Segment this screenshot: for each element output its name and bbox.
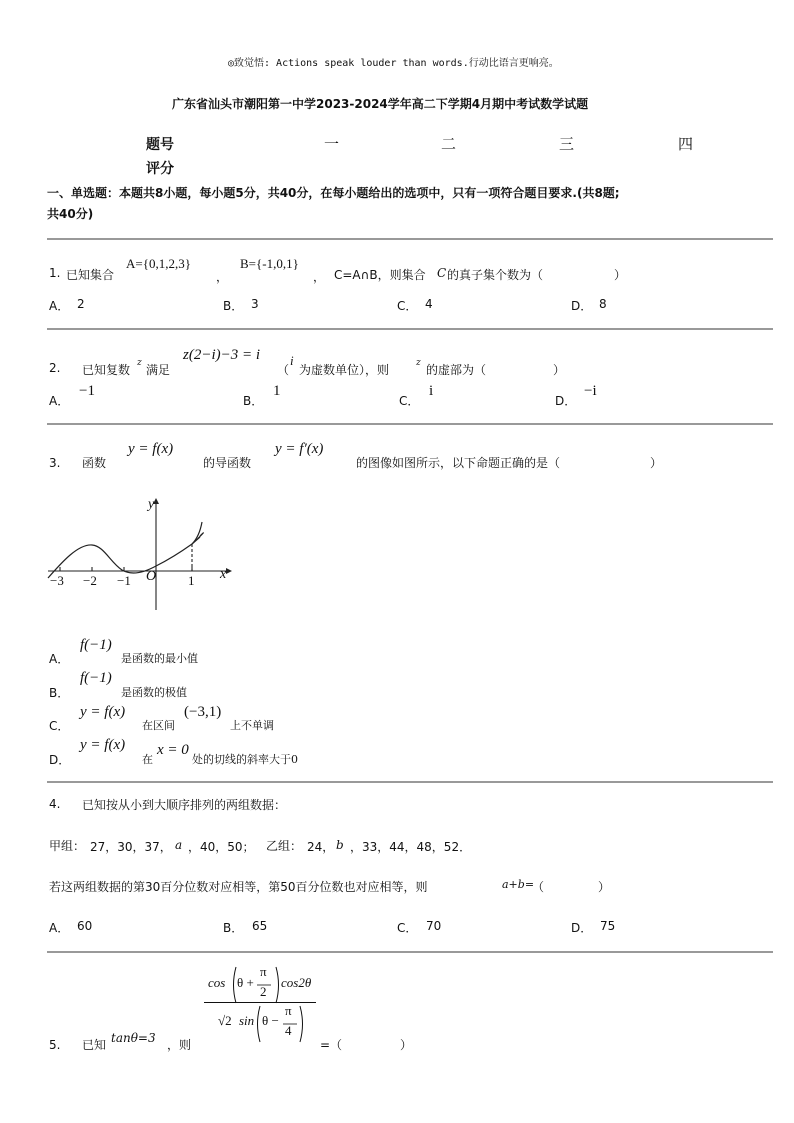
q4-data-jia-values: 27，30，37， (90, 840, 172, 854)
q4-option-c: 70 (426, 919, 442, 933)
q3-option-d-point: x = 0 (157, 742, 189, 758)
q3-text: 的图像如图所示，以下命题正确的是（ (356, 456, 561, 470)
q3-option-a-math: f(−1) (80, 637, 112, 653)
q3-option-b-label: B． (49, 686, 70, 700)
divider (47, 238, 773, 240)
q1-set-a: A={0,1,2,3} (126, 256, 191, 271)
q2-option-a: −1 (79, 383, 95, 399)
q4-paren-open: （ (532, 880, 545, 894)
graph-origin-label: O (146, 569, 157, 584)
score-table-row2-label: 评分 (146, 161, 174, 177)
q3-option-d-text: 处的切线的斜率大于0 (192, 753, 298, 766)
x-axis-arrow-icon (226, 568, 232, 574)
q1-comma: ， (216, 270, 229, 284)
q2-option-a-label: A． (49, 394, 70, 408)
q2-text: 已知复数 (82, 363, 131, 377)
q2-option-b: 1 (273, 383, 281, 399)
q1-text: 的真子集个数为（ (447, 268, 544, 282)
q2-text: 的虚部为（ (426, 363, 487, 377)
q5-text: 已知 (82, 1038, 107, 1052)
q4-text: 已知按从小到大顺序排列的两组数据： (82, 798, 287, 812)
q3-func-fprime: y = f′(x) (275, 441, 324, 457)
q1-option-c-label: C． (397, 299, 418, 313)
graph-tick-label: 1 (188, 573, 195, 588)
q4-data-jia-rest: ，40，50； (188, 840, 255, 854)
q1-option-d-label: D． (571, 299, 593, 313)
q2-equation: z(2−i)−3 = i (183, 347, 261, 363)
q3-option-d-text: 在 (142, 753, 153, 766)
score-col-2: 二 (441, 135, 457, 153)
q1-comma: ， (313, 270, 326, 284)
graph-tick-label: −2 (83, 573, 97, 588)
q5-fraction (204, 962, 316, 1044)
q5-paren-close: ） (400, 1038, 413, 1052)
derivative-graph (40, 492, 240, 617)
q4-option-a: 60 (77, 919, 93, 933)
q2-number: 2. (49, 361, 61, 375)
q4-var-a: a (175, 838, 183, 852)
q3-option-d-math: y = f(x) (80, 737, 126, 753)
q4-option-d-label: D． (571, 921, 593, 935)
q3-text: 函数 (82, 456, 107, 470)
score-col-3: 三 (559, 135, 575, 153)
q1-option-b-label: B． (223, 299, 244, 313)
q3-option-c-interval: (−3,1) (184, 704, 222, 720)
q5-num-pi: π (260, 964, 267, 979)
q5-den-sin: sin (239, 1013, 255, 1028)
divider (47, 951, 773, 953)
q2-option-c-label: C． (399, 394, 420, 408)
score-table-row1-label: 题号 (146, 137, 174, 153)
q3-option-a-text: 是函数的最小值 (121, 652, 198, 665)
q3-option-c-text: 上不单调 (230, 719, 274, 732)
q3-option-c-math: y = f(x) (80, 704, 126, 720)
q4-var-b: b (336, 838, 344, 852)
q5-den-sqrt: √2 (218, 1013, 232, 1028)
q2-z: z (416, 358, 421, 368)
divider (47, 423, 773, 425)
q5-num-cos2: cos2θ (281, 975, 312, 990)
q4-data-jia-label: 甲组： (49, 839, 86, 853)
header-quote: ◎致觉悟: Actions speak louder than words.行动比语言更响亮。 (228, 58, 559, 69)
q5-num-theta: θ + (237, 975, 254, 990)
q3-option-c-label: C． (49, 719, 70, 733)
divider (47, 781, 773, 783)
q2-option-c: i (429, 383, 434, 399)
q2-option-b-label: B． (243, 394, 264, 408)
q5-num-cos: cos (208, 975, 226, 990)
q4-option-c-label: C． (397, 921, 418, 935)
graph-tick-label: −3 (50, 573, 64, 588)
q3-number: 3. (49, 456, 61, 470)
q4-data-yi-rest: ，33，44，48，52． (350, 840, 472, 854)
section1-header-line1: 一、单选题：本题共8小题，每小题5分，共40分，在每小题给出的选项中，只有一项符合题目要求.(共8题; (47, 186, 620, 200)
q2-paren-close: ） (553, 363, 566, 377)
q5-text: ，则 (167, 1038, 192, 1052)
q5-den-four: 4 (285, 1023, 292, 1038)
q2-text: 满足 (146, 363, 171, 377)
q4-paren-close: ） (598, 880, 611, 894)
q4-text: 若这两组数据的第30百分位数对应相等，第50百分位数也对应相等，则 (49, 880, 428, 894)
q1-option-a: 2 (77, 297, 85, 311)
q4-data-yi-values: 24， (307, 840, 335, 854)
q3-option-d-label: D． (49, 753, 71, 767)
q5-number: 5. (49, 1038, 61, 1052)
q3-option-b-math: f(−1) (80, 670, 112, 686)
q5-fraction-bar (204, 1002, 316, 1003)
graph-x-label: x (220, 567, 227, 582)
q2-option-d-label: D． (555, 394, 577, 408)
graph-tick-label: −1 (117, 573, 131, 588)
q5-num-two: 2 (260, 984, 267, 999)
q3-paren-close: ） (650, 456, 663, 470)
q5-den-pi: π (285, 1003, 292, 1018)
q2-i: i (290, 353, 294, 368)
graph-y-label: y (148, 497, 155, 512)
q4-option-b: 65 (252, 919, 268, 933)
q4-option-d: 75 (600, 919, 616, 933)
q4-expression-ab: a+b= (502, 878, 535, 891)
q1-paren-close: ） (614, 268, 627, 282)
q3-func-f: y = f(x) (128, 441, 174, 457)
q1-set-b: B={-1,0,1} (240, 256, 299, 271)
divider (47, 328, 773, 330)
q5-den-theta: θ − (262, 1013, 279, 1028)
q4-option-b-label: B． (223, 921, 244, 935)
q2-text: 为虚数单位），则 (299, 363, 390, 377)
q1-text: C=A∩B，则集合 (334, 268, 426, 282)
q1-var-c: C (437, 266, 447, 280)
score-col-4: 四 (678, 135, 694, 153)
q1-option-d: 8 (599, 297, 607, 311)
q5-condition: tanθ=3 (111, 1031, 156, 1045)
q2-option-d: −i (584, 383, 597, 399)
q1-option-b: 3 (251, 297, 259, 311)
q2-z: z (137, 358, 142, 368)
q1-number: 1. (49, 266, 61, 280)
q3-option-b-text: 是函数的极值 (121, 686, 187, 699)
score-col-1: 一 (324, 135, 340, 153)
q3-option-a-label: A． (49, 652, 70, 666)
q4-data-yi-label: 乙组： (266, 839, 303, 853)
q1-option-c: 4 (425, 297, 433, 311)
q5-text: =（ (320, 1038, 343, 1052)
q4-option-a-label: A． (49, 921, 70, 935)
q3-text: 的导函数 (203, 456, 252, 470)
q3-option-c-text: 在区间 (142, 719, 175, 732)
q1-text: 已知集合 (66, 268, 115, 282)
q1-option-a-label: A． (49, 299, 70, 313)
exam-title: 广东省汕头市潮阳第一中学2023-2024学年高二下学期4月期中考试数学试题 (172, 97, 589, 111)
q4-number: 4. (49, 797, 61, 811)
q2-paren-open: （ (277, 363, 290, 377)
section1-header-line2: 共40分) (47, 207, 94, 221)
derivative-curve-end (192, 522, 202, 544)
